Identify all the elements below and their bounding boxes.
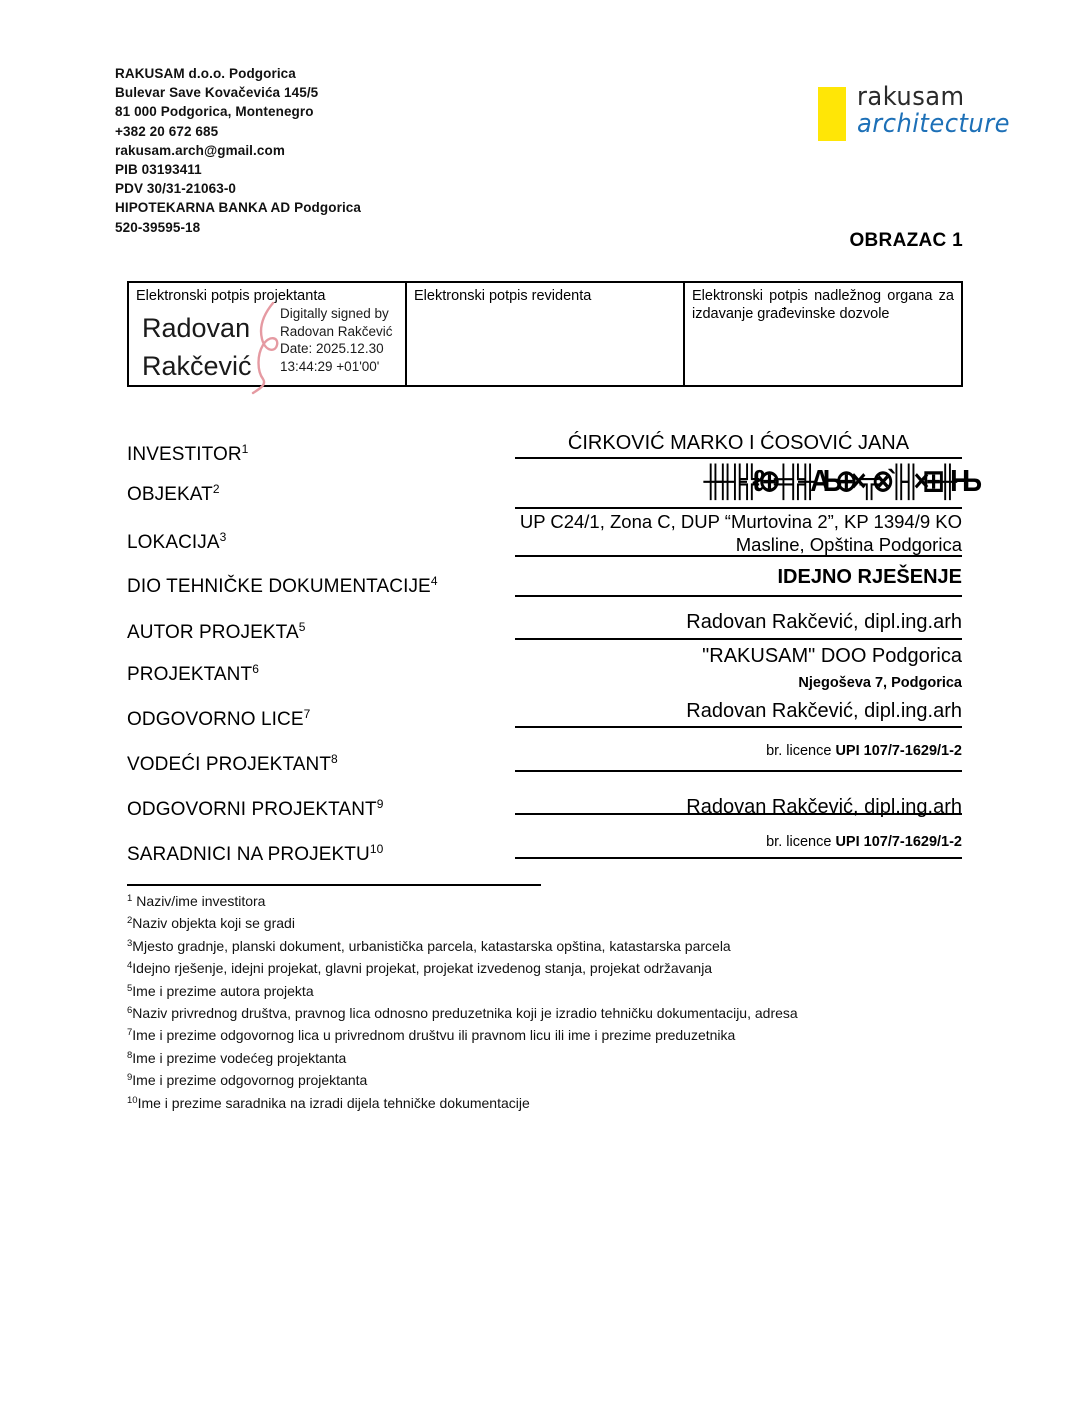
footnote-1 (127, 889, 867, 911)
signature-cell-revident-header: Elektronski potpis revidenta (414, 288, 592, 304)
underline-vodeci-projektant (515, 770, 962, 772)
label-objekat-text: OBJEKAT (127, 484, 213, 505)
label-projektant (127, 658, 259, 686)
company-address: Bulevar Save Kovačevića 145/5 (115, 85, 319, 101)
value-objekat-garbled: ╫╫╟╬ℓ⊕╪╠╫AЬ⊕×╦⊗`╟╢×⊞╫HЬ (703, 464, 975, 498)
licence-number: UPI 107/7-1629/1-2 (835, 743, 962, 759)
label-projektant-sup: 6 (252, 662, 259, 676)
signature-details-line3: Date: 2025.12.30 (280, 341, 384, 357)
footnote-4-text: Idejno rješenje, idejni projekat, glavni projekat, projekat izvedenog stanja, projekat održavanja (132, 960, 713, 977)
company-pdv: PDV 30/31-21063-0 (115, 181, 237, 197)
footnote-2-text: Naziv objekta koji se gradi (132, 915, 295, 932)
company-name: RAKUSAM d.o.o. Podgorica (115, 66, 296, 81)
company-bank: HIPOTEKARNA BANKA AD Podgorica (115, 200, 362, 216)
footnote-3-text: Mjesto gradnje, planski dokument, urbanistička parcela, katastarska opština, katastarska parcela (132, 937, 731, 954)
label-vodeci-projektant-text: VODEĆI PROJEKTANT (127, 754, 332, 775)
label-saradnici-text: SARADNICI NA PROJEKTU (127, 844, 370, 865)
value-dio-dokumentacije: IDEJNO RJEŠENJE (777, 566, 962, 588)
label-autor-projekta (127, 616, 306, 644)
label-saradnici-sup: 10 (369, 842, 384, 856)
footnote-3-num: 3 (127, 937, 133, 949)
footnote-7-num: 7 (127, 1027, 133, 1039)
underline-dio-dokumentacije (515, 595, 962, 597)
company-city: 81 000 Podgorica, Montenegro (115, 104, 314, 120)
label-objekat (127, 478, 220, 506)
label-odgovorno-lice (127, 703, 310, 731)
licence-prefix: br. licence (766, 743, 836, 759)
footnote-10 (127, 1091, 867, 1113)
label-odgovorni-projektant-sup: 9 (376, 797, 384, 811)
footnote-3 (127, 934, 867, 956)
footnote-7 (127, 1023, 867, 1045)
footnote-5-num: 5 (127, 982, 133, 994)
footnote-9-text: Ime i prezime odgovornog projektanta (132, 1072, 368, 1089)
value-lokacija-line1: UP C24/1, Zona C, DUP “Murtovina 2”, KP 1394/9 KO (519, 511, 962, 532)
footnote-separator (127, 884, 541, 886)
company-account: 520-39595-18 (115, 219, 201, 235)
signature-cell-projektant-header: Elektronski potpis projektanta (136, 288, 326, 304)
underline-autor-projekta (515, 638, 962, 640)
value-investitor: ĆIRKOVIĆ MARKO I ĆOSOVIĆ JANA (567, 432, 910, 454)
signature-details-line4: 13:44:29 +01'00' (280, 358, 380, 374)
footnote-6 (127, 1001, 867, 1023)
licence-prefix: br. licence (766, 834, 836, 850)
label-projektant-text: PROJEKTANT (127, 664, 253, 685)
footnote-8 (127, 1046, 867, 1068)
footnote-5-text: Ime i prezime autora projekta (132, 982, 314, 999)
footnote-9 (127, 1068, 867, 1090)
value-vodeci-projektant-licence (515, 743, 962, 760)
logo-subtitle: architecture (857, 109, 1010, 139)
footnote-8-text: Ime i prezime vodećeg projektanta (132, 1049, 347, 1066)
footnote-2-num: 2 (127, 915, 133, 927)
footnote-2 (127, 911, 867, 933)
label-investitor-sup: 1 (241, 442, 249, 456)
label-lokacija-sup: 3 (219, 530, 227, 544)
label-odgovorno-lice-text: ODGOVORNO LICE (127, 709, 304, 730)
value-projektant-address: Njegoševa 7, Podgorica (798, 675, 962, 691)
form-title: OBRAZAC 1 (849, 230, 963, 251)
footnotes (127, 889, 867, 1113)
label-autor-projekta-sup: 5 (298, 620, 306, 634)
signature-name-line2: Rakčević (142, 351, 252, 381)
underline-investitor (515, 457, 962, 459)
underline-odgovorni-projektant (515, 813, 962, 815)
underline-lokacija (515, 555, 962, 557)
footnote-8-num: 8 (127, 1049, 133, 1061)
label-objekat-sup: 2 (212, 482, 220, 496)
footnote-6-num: 6 (127, 1005, 133, 1017)
footnote-1-text: Naziv/ime investitora (136, 893, 266, 909)
company-pib: PIB 03193411 (115, 162, 202, 178)
value-odgovorni-projektant: Radovan Rakčević, dipl.ing.arh (686, 796, 962, 818)
label-autor-projekta-text: AUTOR PROJEKTA (127, 622, 299, 643)
label-dio-dokumentacije-sup: 4 (430, 574, 438, 588)
label-lokacija-text: LOKACIJA (127, 532, 220, 553)
underline-odgovorno-lice (515, 726, 962, 728)
label-odgovorni-projektant (127, 793, 384, 821)
licence-number: UPI 107/7-1629/1-2 (835, 834, 962, 850)
label-vodeci-projektant (127, 748, 338, 776)
value-saradnici-licence (515, 834, 962, 851)
label-vodeci-projektant-sup: 8 (331, 752, 338, 766)
logo-wordmark: rakusam (857, 82, 965, 112)
underline-objekat (515, 507, 962, 509)
label-odgovorno-lice-sup: 7 (303, 707, 311, 721)
label-lokacija (127, 526, 226, 554)
signature-name-line1: Radovan (142, 313, 251, 343)
label-odgovorni-projektant-text: ODGOVORNI PROJEKTANT (127, 799, 377, 820)
label-investitor (127, 438, 248, 466)
label-dio-dokumentacije-text: DIO TEHNIČKE DOKUMENTACIJE (127, 576, 431, 597)
signature-details-line2: Radovan Rakčević (280, 323, 393, 339)
footnote-10-num: 10 (127, 1094, 138, 1106)
value-autor-projekta: Radovan Rakčević, dipl.ing.arh (686, 611, 962, 633)
footnote-10-text: Ime i prezime saradnika na izradi dijela tehničke dokumentacije (137, 1094, 530, 1111)
footnote-4 (127, 956, 867, 978)
signature-cell-organ-header: Elektronski potpis nadležnog organa za izdavanje građevinske dozvole (692, 288, 954, 322)
value-lokacija-line2: Masline, Opština Podgorica (735, 533, 962, 555)
label-investitor-text: INVESTITOR (127, 444, 242, 465)
value-lokacija (515, 511, 962, 556)
footnote-4-num: 4 (127, 960, 133, 972)
footnote-5 (127, 979, 867, 1001)
label-saradnici (127, 838, 383, 866)
value-odgovorno-lice: Radovan Rakčević, dipl.ing.arh (686, 700, 962, 722)
footnote-6-text: Naziv privrednog društva, pravnog lica odnosno preduzetnika koji je izradio tehničku dokumentaciju, adresa (132, 1005, 798, 1022)
footnote-9-num: 9 (127, 1072, 133, 1084)
company-email: rakusam.arch@gmail.com (115, 142, 285, 158)
label-dio-dokumentacije (127, 570, 438, 598)
underline-saradnici (515, 857, 962, 859)
footnote-7-text: Ime i prezime odgovornog lica u privrednom društvu ili pravnom licu ili ime i prezime preduzetnika (132, 1027, 736, 1044)
footnote-1-num: 1 (127, 893, 133, 904)
company-phone: +382 20 672 685 (115, 123, 219, 139)
signature-details-line1: Digitally signed by (280, 306, 389, 321)
value-projektant: "RAKUSAM" DOO Podgorica (702, 645, 962, 667)
